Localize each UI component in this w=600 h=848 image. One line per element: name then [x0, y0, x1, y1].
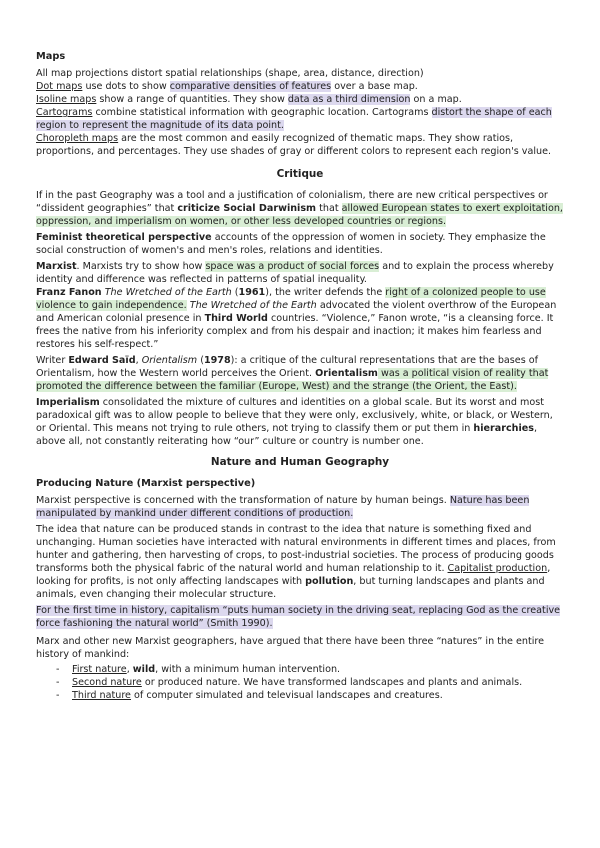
nature-paragraph-3 — [36, 604, 564, 630]
choropleth-maps-line: Choropleth maps are the most common and easily recognized of thematic maps. They show ratios, proportions, and percentages. They use shades of gray or different colors to represent each region's value. — [36, 133, 552, 157]
isoline-maps-term: Isoline maps — [36, 94, 97, 105]
fanon-paragraph: Franz Fanon The Wretched of the Earth (1961), the writer defends the right of a colonized people to use violence to gain independence. The Wretched of the Earth advocated the violent overthrow of the European and American colonial presence in Third World countries. “Violence,” Fanon wrote, “is a cleansing force. It frees the native from his inferiority complex and from his despair and inaction; it makes him fearless and restores his self-respect.” — [36, 287, 557, 350]
maps-intro: All map projections distort spatial relationships (shape, area, distance, direction) — [36, 68, 424, 79]
maps-heading: Maps — [36, 51, 66, 62]
capitalist-production-term: Capitalist production — [447, 563, 548, 574]
highlight: was a political vision of reality that promoted the difference between the familiar (Europe, West) and the strange (the Orient, the East). — [36, 368, 549, 392]
choropleth-maps-term: Choropleth maps — [36, 133, 119, 144]
dot-maps-line: Dot maps use dots to show comparative densities of features over a base map. — [36, 81, 418, 92]
list-item: - Third nature of computer simulated and televisual landscapes and creatures. — [56, 689, 564, 702]
imperialism-paragraph: Imperialism consolidated the mixture of cultures and identities on a global scale. But its worst and most paradoxical gift was to allow people to believe that they were only, exclusively, white, or black, or Western, or Oriental. This means not trying to rule others, not trying to classify them or put them in hierarchies, above all, not constantly reiterating how “our” culture or country is number one. — [36, 397, 553, 447]
critique-heading: Critique — [276, 168, 324, 180]
highlight: comparative densities of features — [169, 81, 332, 92]
three-natures-list — [36, 663, 564, 702]
highlight: For the first time in history, capitalism “puts human society in the driving seat, replacing God as the creative force fashioning the natural world” (Smith 1990). — [36, 605, 561, 629]
nature-paragraph-1: Marxist perspective is concerned with the transformation of nature by human beings. Nature has been manipulated by mankind under different conditions of production. — [36, 495, 530, 519]
nature-heading: Nature and Human Geography — [210, 456, 390, 468]
cartograms-term: Cartograms — [36, 107, 93, 118]
list-item: - Second nature or produced nature. We have transformed landscapes and plants and animals. — [56, 676, 564, 689]
isoline-maps-line: Isoline maps show a range of quantities. They show data as a third dimension on a map. — [36, 94, 462, 105]
cartograms-line: Cartograms combine statistical information with geographic location. Cartograms distort the shape of each region to represent the magnitude of its data point. — [36, 107, 552, 131]
producing-nature-subheading: Producing Nature (Marxist perspective) — [36, 478, 256, 489]
document-content — [36, 50, 564, 702]
marxist-paragraph: Marxist. Marxists try to show how space was a product of social forces and to explain the process whereby identity and difference was reflected in patterns of spatial inequality. — [36, 261, 554, 285]
feminist-paragraph: Feminist theoretical perspective accounts of the oppression of women in society. They emphasize the social construction of women's and men's roles, relations and identities. — [36, 232, 546, 256]
critique-paragraph-1: If in the past Geography was a tool and a justification of colonialism, there are new critical perspectives or “dissident geographies” that criticize Social Darwinism that allowed European states to exert exploitation, oppression, and imperialism on women, or other less developed countries or regions. — [36, 190, 563, 227]
highlight: right of a colonized people to use violence to gain independence. — [36, 287, 546, 311]
highlight: distort the shape of each region to represent the magnitude of its data point. — [36, 107, 552, 131]
list-item: - First nature, wild, with a minimum human intervention. — [56, 663, 564, 676]
highlight: Nature has been manipulated by mankind under different conditions of production. — [36, 495, 530, 519]
said-paragraph: Writer Edward Saïd, Orientalism (1978): a critique of the cultural representations that are the bases of Orientalism, how the Western world perceives the Orient. Orientalism was a political vision of reality that promoted the difference between the familiar (Europe, West) and the strange (the Orient, the East). — [36, 355, 549, 392]
highlight: allowed European states to exert exploitation, oppression, and imperialism on women, or other less developed countries or regions. — [36, 203, 563, 227]
dot-maps-term: Dot maps — [36, 81, 83, 92]
highlight: space was a product of social forces — [205, 261, 380, 272]
nature-paragraph-2: The idea that nature can be produced stands in contrast to the idea that nature is something fixed and unchanging. Human societies have interacted with natural environments in different times and places, from hunter and gathering, then harvesting of crops, to post-industrial societies. The process of producing goods transforms both the physical fabric of the natural world and human relationship to it. Capitalist production, looking for profits, is not only affecting landscapes with pollution, but turning landscapes and plants and animals, even changing their molecular structure. — [36, 524, 556, 600]
nature-paragraph-4: Marx and other new Marxist geographers, have argued that there have been three “natures” in the entire history of mankind: — [36, 636, 545, 660]
highlight: data as a third dimension — [287, 94, 411, 105]
